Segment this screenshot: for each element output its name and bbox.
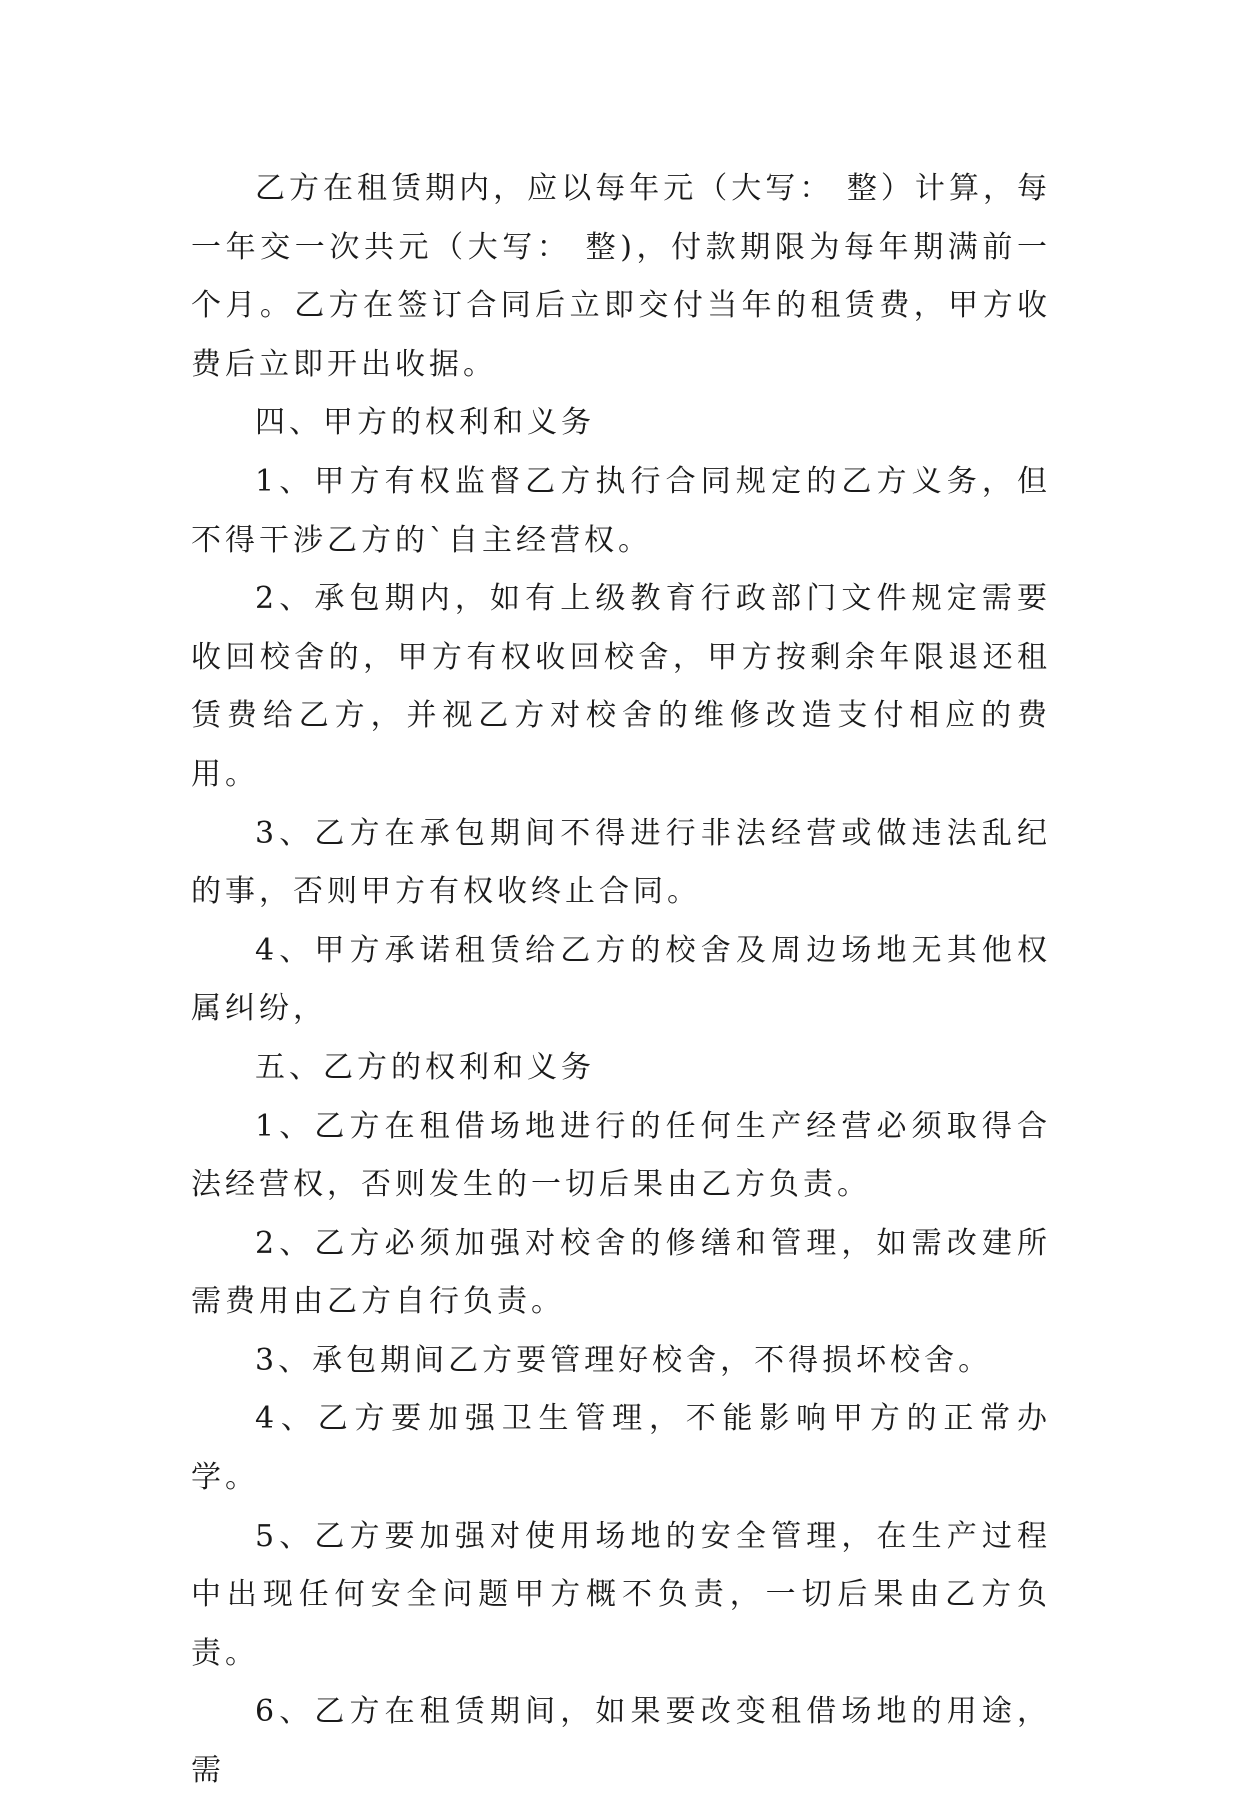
clause-a-2: 2、承包期内，如有上级教育行政部门文件规定需要收回校舍的，甲方有权收回校舍，甲方按剩余年限退还租赁费给乙方，并视乙方对校舍的维修改造支付相应的费用。	[191, 581, 1051, 792]
clause-b-5: 5、乙方要加强对使用场地的安全管理，在生产过程中出现任何安全问题甲方概不负责，一切后果由乙方负责。	[191, 1518, 1051, 1671]
section-heading-party-b-rights: 五、乙方的权利和义务	[255, 1049, 595, 1085]
clause-b-3: 3、承包期间乙方要管理好校舍，不得损坏校舍。	[255, 1342, 993, 1378]
section-heading-party-a-rights: 四、甲方的权利和义务	[255, 405, 595, 441]
clause-a-1: 1、甲方有权监督乙方执行合同规定的乙方义务，但不得干涉乙方的`自主经营权。	[191, 463, 1051, 558]
paragraph-rent-payment: 乙方在租赁期内，应以每年元（大写： 整）计算，每一年交一次共元（大写： 整)，付款期限为每年期满前一个月。乙方在签订合同后立即交付当年的租赁费，甲方收费后立即开出收据。	[191, 171, 1051, 382]
clause-a-4: 4、甲方承诺租赁给乙方的校舍及周边场地无其他权属纠纷，	[191, 932, 1051, 1027]
clause-b-2: 2、乙方必须加强对校舍的修缮和管理，如需改建所需费用由乙方自行负责。	[191, 1225, 1051, 1320]
clause-b-6: 6、乙方在租赁期间，如果要改变租借场地的用途，需	[191, 1694, 1051, 1789]
document-body	[191, 160, 1051, 1801]
clause-a-3: 3、乙方在承包期间不得进行非法经营或做违法乱纪的事，否则甲方有权收终止合同。	[191, 815, 1051, 910]
clause-b-4: 4、乙方要加强卫生管理，不能影响甲方的正常办学。	[191, 1401, 1051, 1496]
clause-b-1: 1、乙方在租借场地进行的任何生产经营必须取得合法经营权，否则发生的一切后果由乙方负责。	[191, 1108, 1051, 1203]
